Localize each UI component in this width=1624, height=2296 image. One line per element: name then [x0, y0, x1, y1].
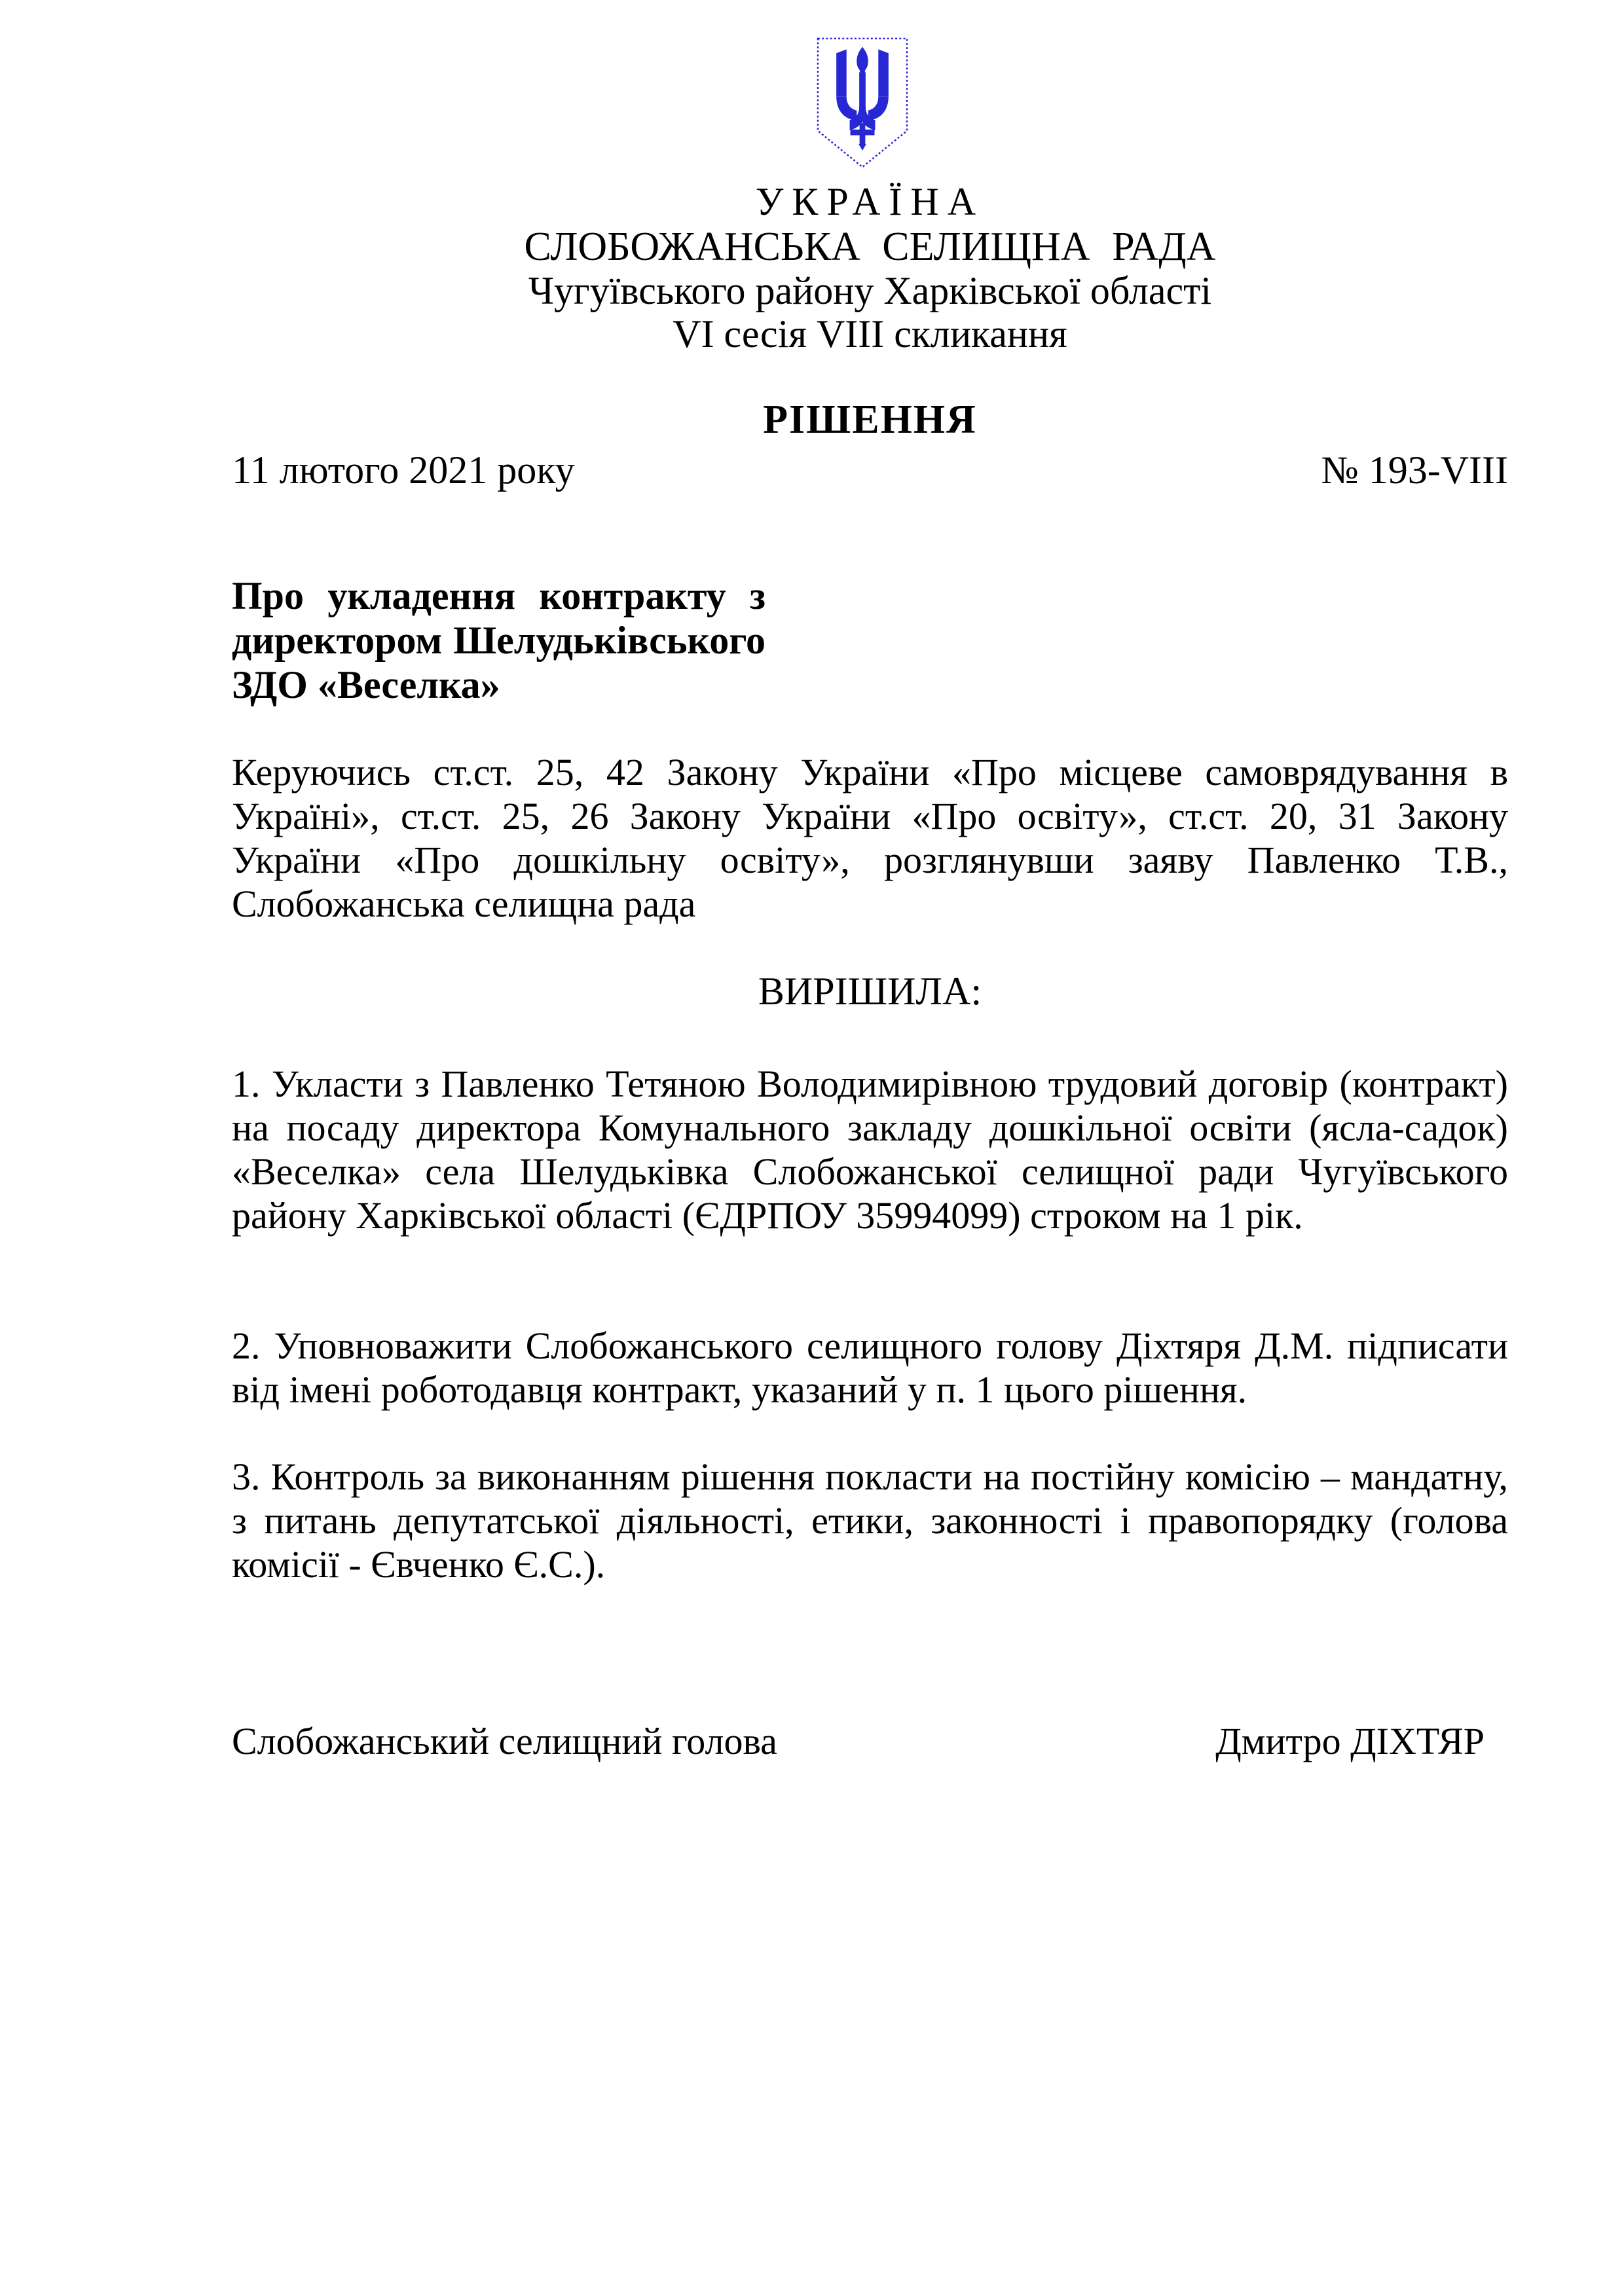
header-country: УКРАЇНА	[755, 180, 985, 223]
header-council: СЛОБОЖАНСЬКА СЕЛИЩНА РАДА	[524, 225, 1216, 269]
coat-of-arms-ukraine	[814, 35, 911, 170]
header-session: VI сесія VIII скликання	[673, 312, 1067, 355]
resolved-heading: ВИРІШИЛА:	[758, 970, 982, 1013]
doc-date: 11 лютого 2021 року	[232, 448, 575, 492]
resolution-item-3: 3. Контроль за виконанням рішення покласти на постійну комісію – мандатну, з питань депутатської діяльності, етики, законності і правопорядку (голова комісії - Євченко Є.С.).	[232, 1455, 1508, 1586]
header-district: Чугуївського району Харківської області	[528, 269, 1211, 312]
resolution-item-2: 2. Уповноважити Слобожанського селищного голову Діхтяря Д.М. підписати від імені роботодавця контракт, указаний у п. 1 цього рішення.	[232, 1324, 1508, 1411]
signature-row	[232, 1719, 1508, 1763]
preamble-paragraph: Керуючись ст.ст. 25, 42 Закону України «Про місцеве самоврядування в Україні», ст.ст. 25, 26 Закону України «Про освіту», ст.ст. 20, 31 Закону України «Про дошкільну освіту», розглянувши заяву Павленко Т.В., Слобожанська селищна рада	[232, 751, 1508, 925]
subject-paragraph: Про укладення контракту з директором Шелудьківського ЗДО «Веселка»	[232, 574, 766, 706]
tryzub-icon	[814, 35, 911, 170]
signatory-name: Дмитро ДІХТЯР	[1215, 1720, 1485, 1762]
meta-row	[232, 448, 1508, 493]
resolution-item-1: 1. Укласти з Павленко Тетяною Володимирівною трудовий договір (контракт) на посаду директора Комунального закладу дошкільної освіти (ясла-садок) «Веселка» села Шелудьківка Слобожанської селищної ради Чугуївського району Харківської області (ЄДРПОУ 35994099) строком на 1 рік.	[232, 1063, 1508, 1237]
doc-number: № 193-VIII	[1321, 448, 1508, 492]
signatory-position: Слобожанський селищний голова	[232, 1720, 777, 1762]
document-type-title: РІШЕННЯ	[763, 397, 977, 442]
